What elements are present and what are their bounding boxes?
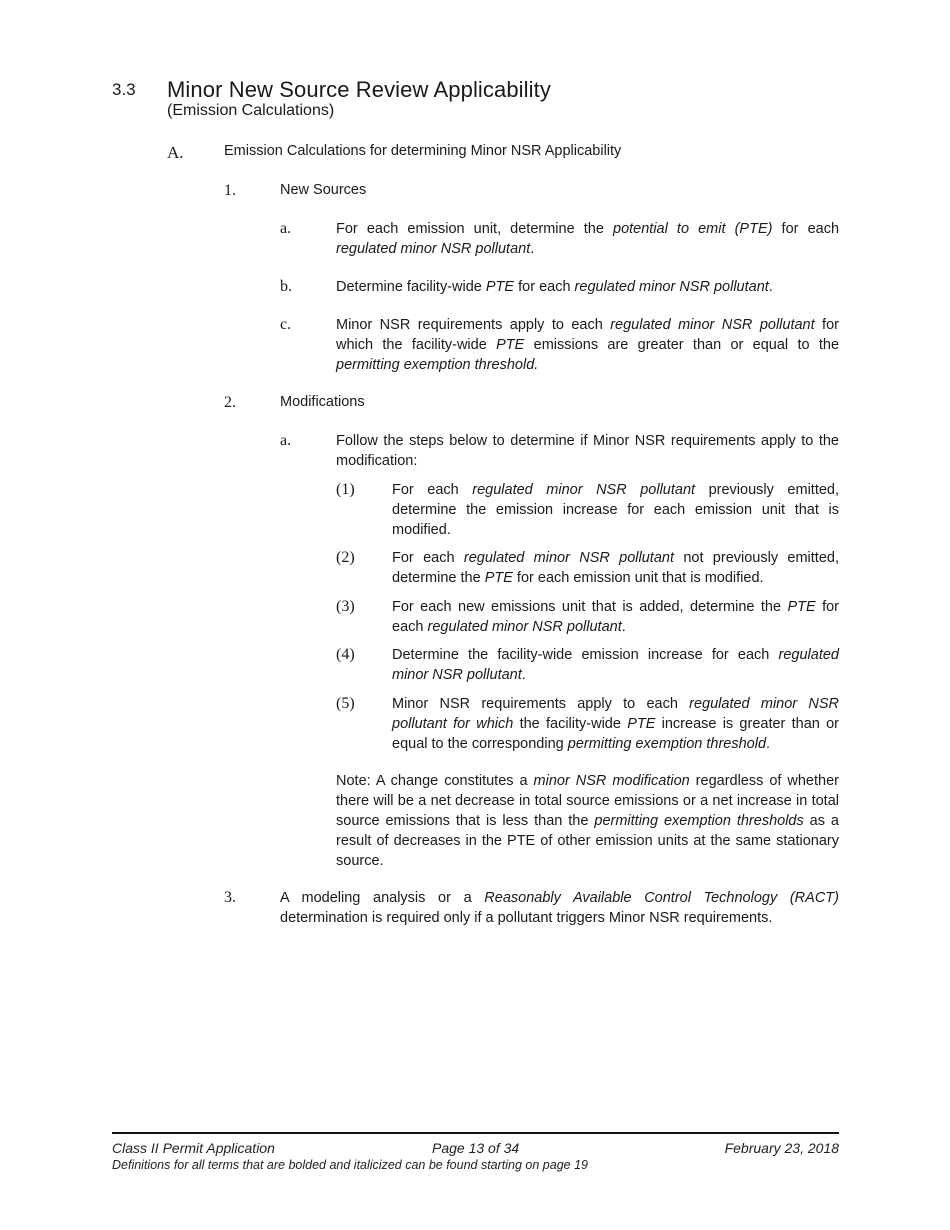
section-subtitle: (Emission Calculations) — [167, 102, 335, 119]
item-1a-text: For each emission unit, determine the potential to emit (PTE) for each regulated minor NSR pollutant. — [336, 221, 840, 257]
item-1-marker: 1. — [224, 182, 236, 199]
step-5-marker: (5) — [336, 695, 355, 712]
footer-page-number: Page 13 of 34 — [432, 1140, 520, 1156]
step-4-text: Determine the facility-wide emission increase for each regulated minor NSR pollutant. — [392, 647, 839, 683]
section-title: Minor New Source Review Applicability — [167, 77, 551, 102]
part-a-marker: A. — [167, 143, 184, 162]
item-1a-marker: a. — [280, 220, 292, 237]
footer-definitions-note: Definitions for all terms that are bolded and italicized can be found starting on page 19 — [112, 1158, 588, 1172]
item-3-marker: 3. — [224, 889, 236, 906]
step-5-text: Minor NSR requirements apply to each regulated minor NSR pollutant for which the facility-wide PTE increase is greater than or equal to the corresponding permitting exemption threshold. — [392, 696, 839, 752]
item-2a-marker: a. — [280, 432, 292, 449]
item-1b-text: Determine facility-wide PTE for each regulated minor NSR pollutant. — [336, 279, 773, 295]
part-a-text: Emission Calculations for determining Minor NSR Applicability — [224, 143, 622, 159]
item-3-text: A modeling analysis or a Reasonably Available Control Technology (RACT) determination is required only if a pollutant triggers Minor NSR requirements. — [280, 890, 839, 926]
section-number: 3.3 — [112, 80, 136, 99]
footer-rule — [112, 1132, 839, 1134]
step-1-marker: (1) — [336, 481, 355, 498]
item-2-marker: 2. — [224, 394, 236, 411]
step-3-marker: (3) — [336, 598, 355, 615]
step-2-marker: (2) — [336, 549, 355, 566]
footer-document-title: Class II Permit Application — [112, 1140, 275, 1156]
footer-date: February 23, 2018 — [724, 1140, 839, 1156]
step-1-text: For each regulated minor NSR pollutant previously emitted, determine the emission increase for each emission unit that is modified. — [392, 482, 839, 538]
step-3-text: For each new emissions unit that is added, determine the PTE for each regulated minor NSR pollutant. — [392, 599, 840, 635]
modification-note: Note: A change constitutes a minor NSR modification regardless of whether there will be a net decrease in total source emissions or a net increase in total source emissions that is less than the permitting exemption thresholds as a result of decreases in the PTE of other emission units at the same stationary source. — [336, 773, 839, 869]
step-2-text: For each regulated minor NSR pollutant not previously emitted, determine the PTE for each emission unit that is modified. — [392, 550, 839, 586]
item-1c-text: Minor NSR requirements apply to each regulated minor NSR pollutant for which the facility-wide PTE emissions are greater than or equal to the permitting exemption threshold. — [336, 317, 840, 373]
item-1-heading: New Sources — [280, 182, 367, 198]
step-4-marker: (4) — [336, 646, 355, 663]
item-1c-marker: c. — [280, 316, 292, 333]
item-2-heading: Modifications — [280, 394, 365, 410]
item-2a-text: Follow the steps below to determine if Minor NSR requirements apply to the modification: — [336, 433, 839, 469]
item-1b-marker: b. — [280, 278, 292, 295]
